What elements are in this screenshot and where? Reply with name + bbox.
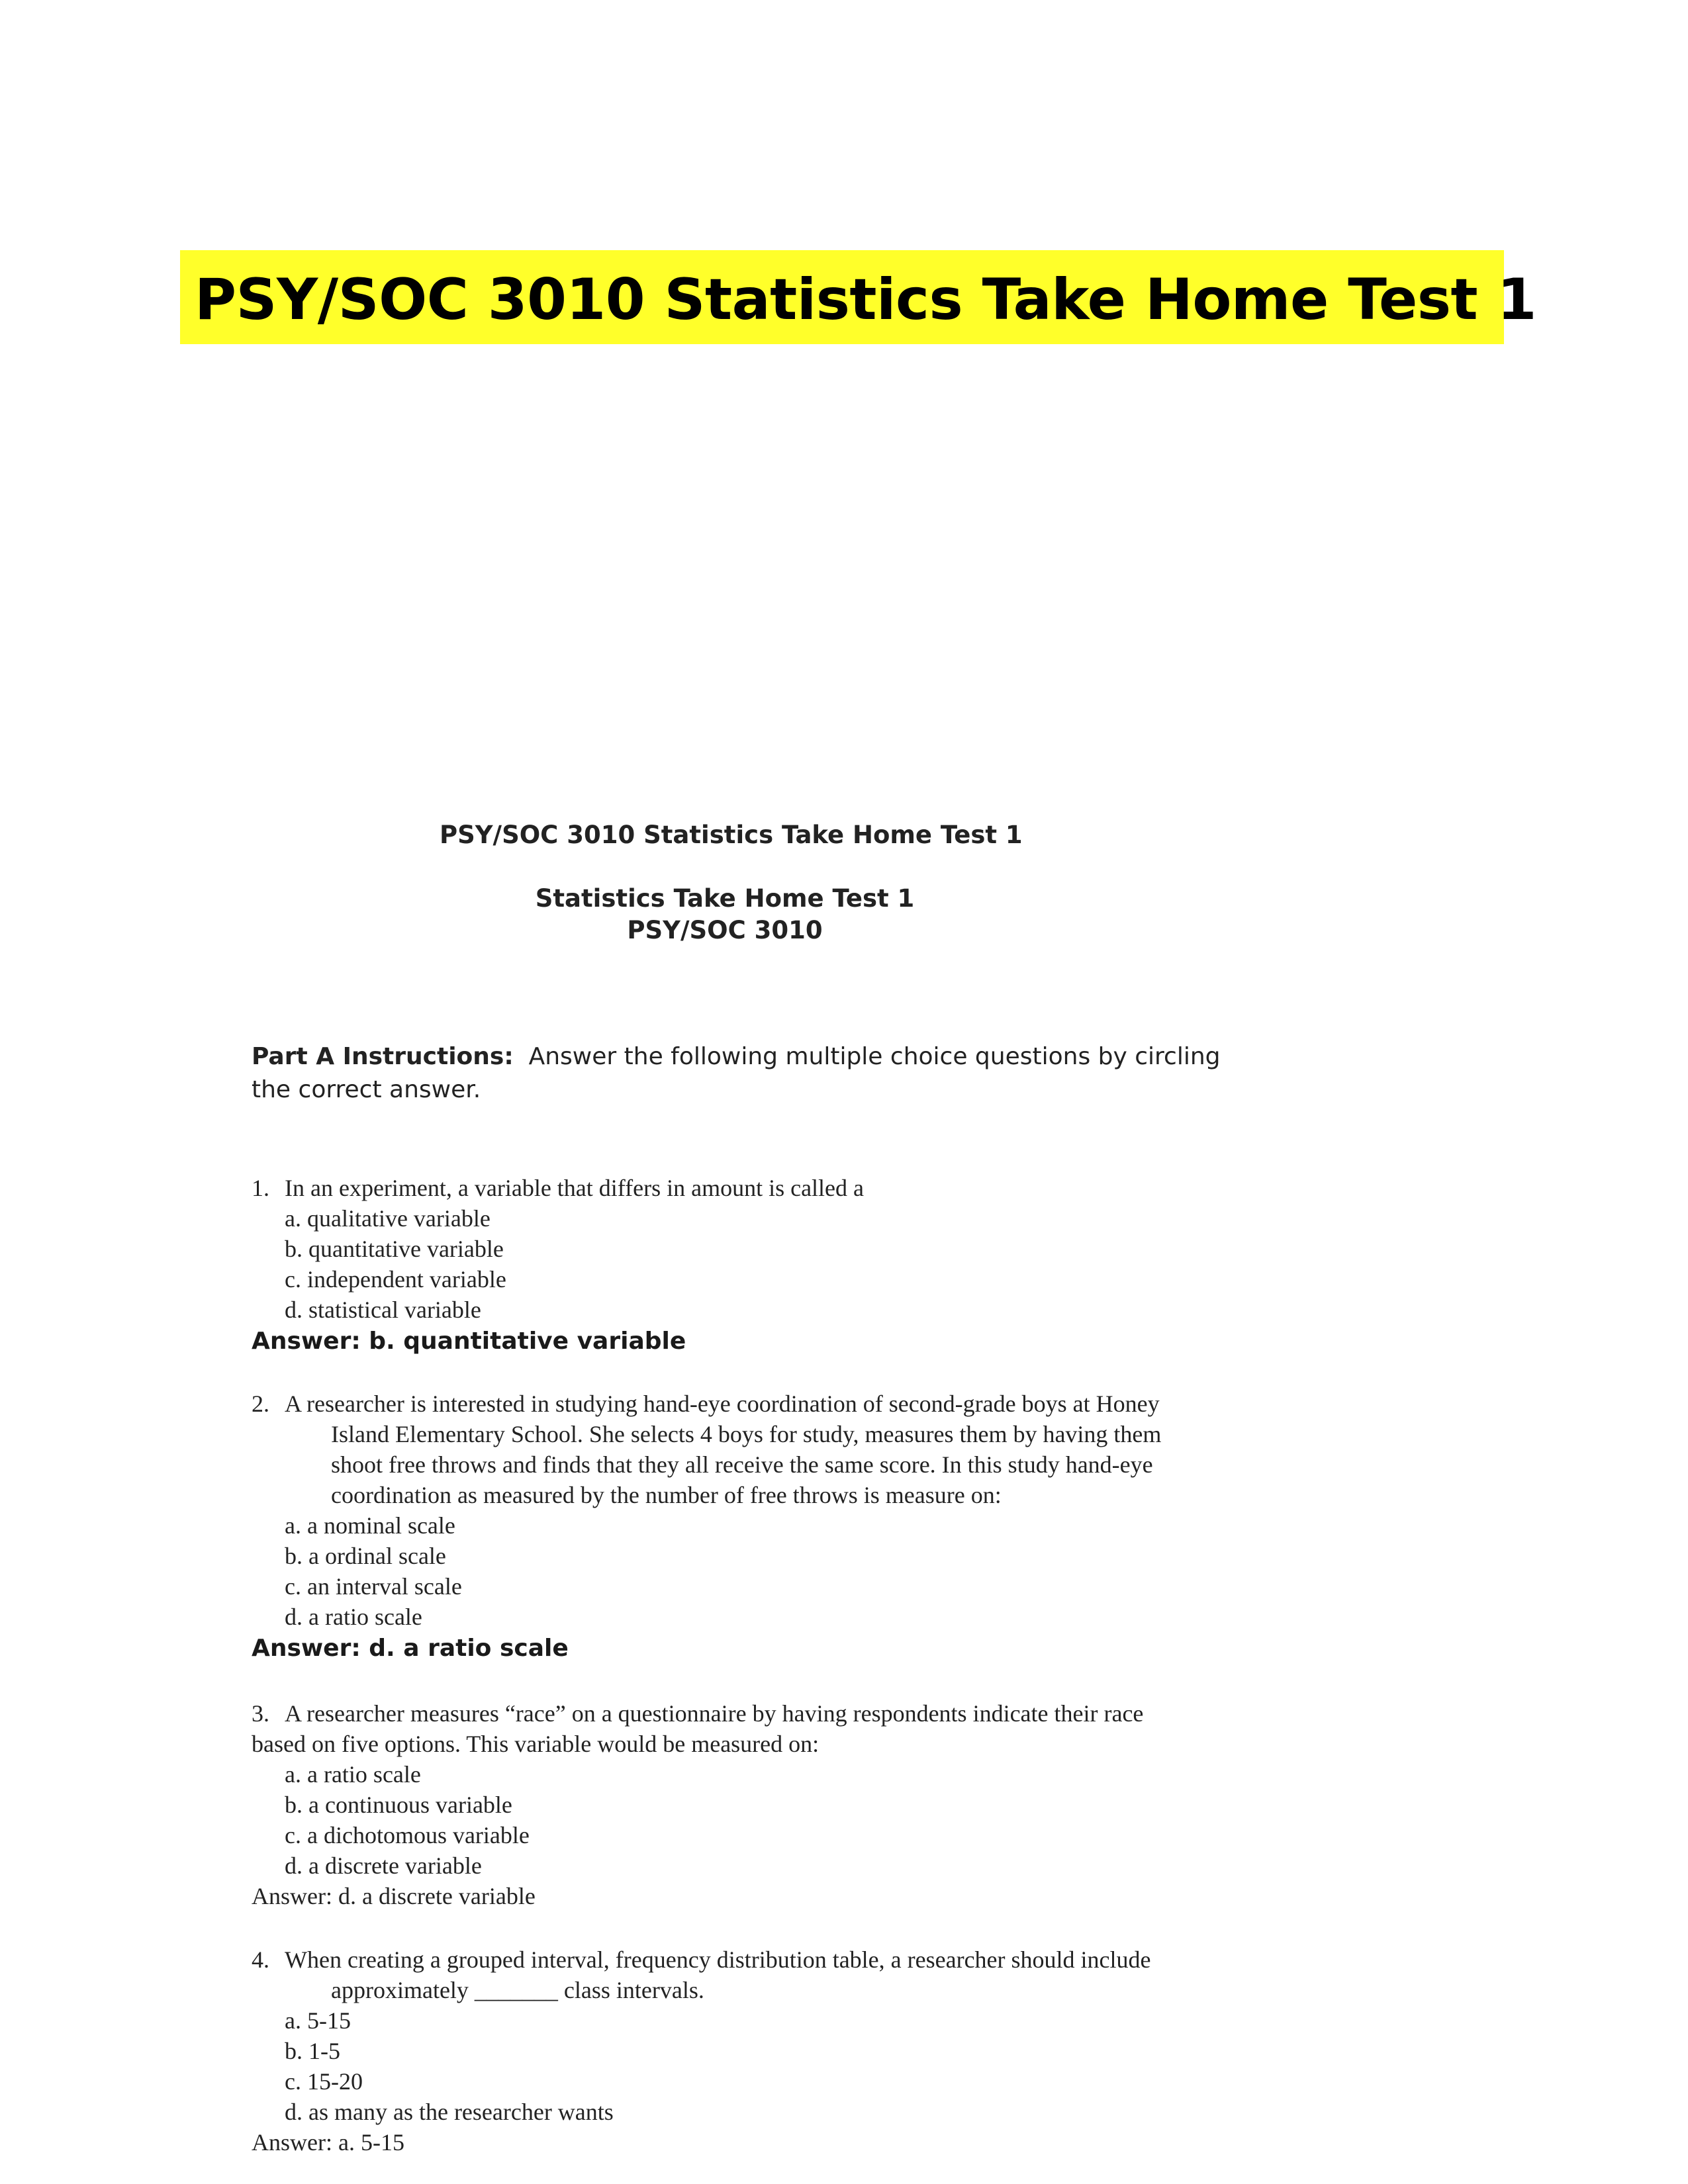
- option-b: b. quantitative variable: [285, 1236, 504, 1262]
- option-a: a. a ratio scale: [285, 1761, 421, 1788]
- answer: Answer: b. quantitative variable: [252, 1328, 686, 1355]
- question-1: [252, 1173, 1311, 1358]
- question-text-cont: coordination as measured by the number of free throws is measure on:: [331, 1482, 1002, 1508]
- answer: Answer: d. a discrete variable: [252, 1883, 536, 1909]
- question-2: [252, 1388, 1311, 1665]
- question-text-cont: shoot free throws and finds that they all receive the same score. In this study hand-eye: [331, 1451, 1153, 1478]
- option-c: c. 15-20: [285, 2068, 363, 2095]
- option-c: c. an interval scale: [285, 1573, 462, 1600]
- question-3: [252, 1698, 1311, 1911]
- question-number: 3.: [252, 1700, 269, 1727]
- question-text: A researcher is interested in studying hand-eye coordination of second-grade boys at Honey: [285, 1390, 1160, 1417]
- option-c: c. a dichotomous variable: [285, 1822, 530, 1848]
- answer: Answer: d. a ratio scale: [252, 1635, 569, 1662]
- subtitle-line-2: PSY/SOC 3010: [627, 916, 823, 944]
- question-text-cont: Island Elementary School. She selects 4 boys for study, measures them by having them: [331, 1421, 1162, 1447]
- option-a: a. a nominal scale: [285, 1512, 455, 1539]
- option-d: d. as many as the researcher wants: [285, 2099, 614, 2125]
- question-4: [252, 1944, 1311, 2158]
- question-text: A researcher measures “race” on a questionnaire by having respondents indicate their race: [285, 1700, 1144, 1727]
- option-b: b. a continuous variable: [285, 1792, 512, 1818]
- option-b: b. 1-5: [285, 2038, 340, 2064]
- answer: Answer: a. 5-15: [252, 2129, 404, 2156]
- document-title: PSY/SOC 3010 Statistics Take Home Test 1: [440, 821, 1023, 849]
- instructions-label: Part A Instructions:: [252, 1043, 514, 1070]
- question-text-cont: based on five options. This variable would be measured on:: [252, 1731, 820, 1757]
- option-c: c. independent variable: [285, 1266, 506, 1293]
- option-d: d. a discrete variable: [285, 1852, 482, 1879]
- option-a: a. 5-15: [285, 2007, 351, 2034]
- question-text-cont: approximately _______ class intervals.: [331, 1977, 704, 2003]
- question-number: 2.: [252, 1390, 269, 1417]
- question-number: 1.: [252, 1175, 269, 1201]
- subtitle-line-1: Statistics Take Home Test 1: [535, 884, 915, 913]
- option-d: d. statistical variable: [285, 1297, 481, 1323]
- instructions: [252, 1040, 1231, 1107]
- question-text: When creating a grouped interval, frequency distribution table, a researcher should include: [285, 1946, 1151, 1973]
- option-d: d. a ratio scale: [285, 1604, 422, 1630]
- option-b: b. a ordinal scale: [285, 1543, 446, 1569]
- question-number: 4.: [252, 1946, 269, 1973]
- instructions-text: Answer the following multiple choice questions by circling: [528, 1043, 1221, 1070]
- option-a: a. qualitative variable: [285, 1205, 491, 1232]
- instructions-text-2: the correct answer.: [252, 1076, 481, 1103]
- banner-title: PSY/SOC 3010 Statistics Take Home Test 1: [180, 250, 1504, 344]
- question-text: In an experiment, a variable that differs in amount is called a: [285, 1175, 865, 1201]
